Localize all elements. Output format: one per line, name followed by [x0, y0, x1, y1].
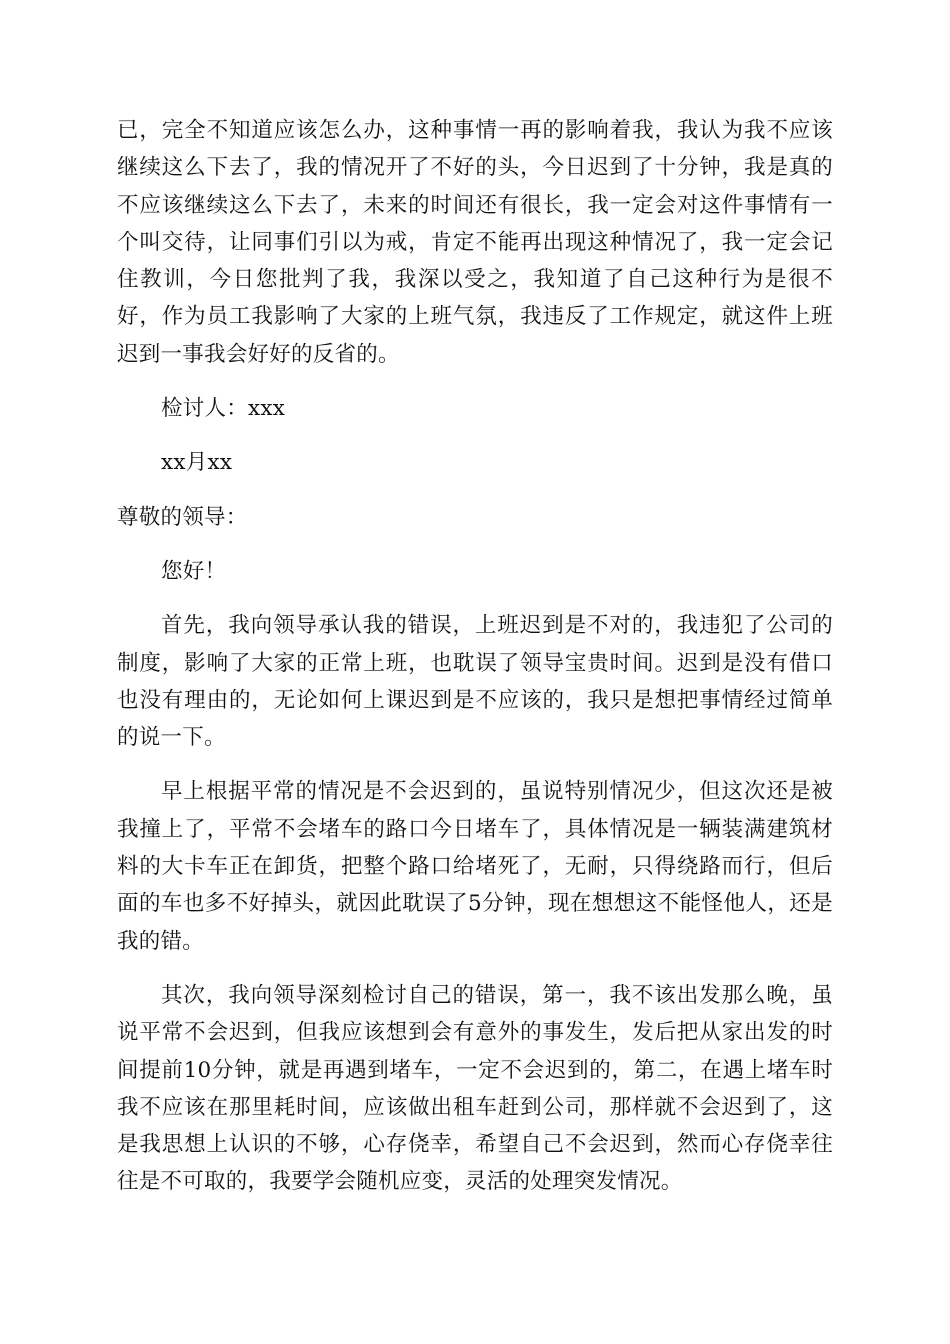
paragraph-morning-account: 早上根据平常的情况是不会迟到的，虽说特别情况少，但这次还是被我撞上了，平常不会堵车的路口今日堵车了，具体情况是一辆装满建筑材料的大卡车正在卸货，把整个路口给堵死了，无耐，只得绕路而行，但后面的车也多不好掉头，就因此耽误了5分钟，现在想想这不能怪他人，还是我的错。: [117, 779, 833, 954]
signature-line: 检讨人：xxx: [161, 396, 286, 422]
paragraph-continuation: 已，完全不知道应该怎么办，这种事情一再的影响着我，我认为我不应该继续这么下去了，我的情况开了不好的头，今日迟到了十分钟，我是真的不应该继续这么下去了，未来的时间还有很长，我一定会对这件事情有一个叫交待，让同事们引以为戒，肯定不能再出现这种情况了，我一定会记住教训，今日您批判了我，我深以受之，我知道了自己这种行为是很不好，作为员工我影响了大家的上班气氛，我违反了工作规定，就这件上班迟到一事我会好好的反省的。: [117, 118, 833, 367]
document-page: [117, 112, 833, 1201]
greeting: 您好！: [161, 558, 227, 584]
paragraph-self-criticism: 其次，我向领导深刻检讨自己的错误，第一，我不该出发那么晚，虽说平常不会迟到，但我应该想到会有意外的事发生，发后把从家出发的时间提前10分钟，就是再遇到堵车，一定不会迟到的，第二，在遇上堵车时我不应该在那里耗时间，应该做出租车赶到公司，那样就不会迟到了，这是我思想上认识的不够，心存侥幸，希望自己不会迟到，然而心存侥幸往往是不可取的，我要学会随机应变，灵活的处理突发情况。: [117, 982, 833, 1195]
salutation: 尊敬的领导：: [117, 504, 248, 530]
date-line: xx月xx: [161, 450, 233, 476]
paragraph-admission: 首先，我向领导承认我的错误，上班迟到是不对的，我违犯了公司的制度，影响了大家的正常上班，也耽误了领导宝贵时间。迟到是没有借口也没有理由的，无论如何上课迟到是不应该的，我只是想把事情经过简单的说一下。: [117, 613, 833, 751]
